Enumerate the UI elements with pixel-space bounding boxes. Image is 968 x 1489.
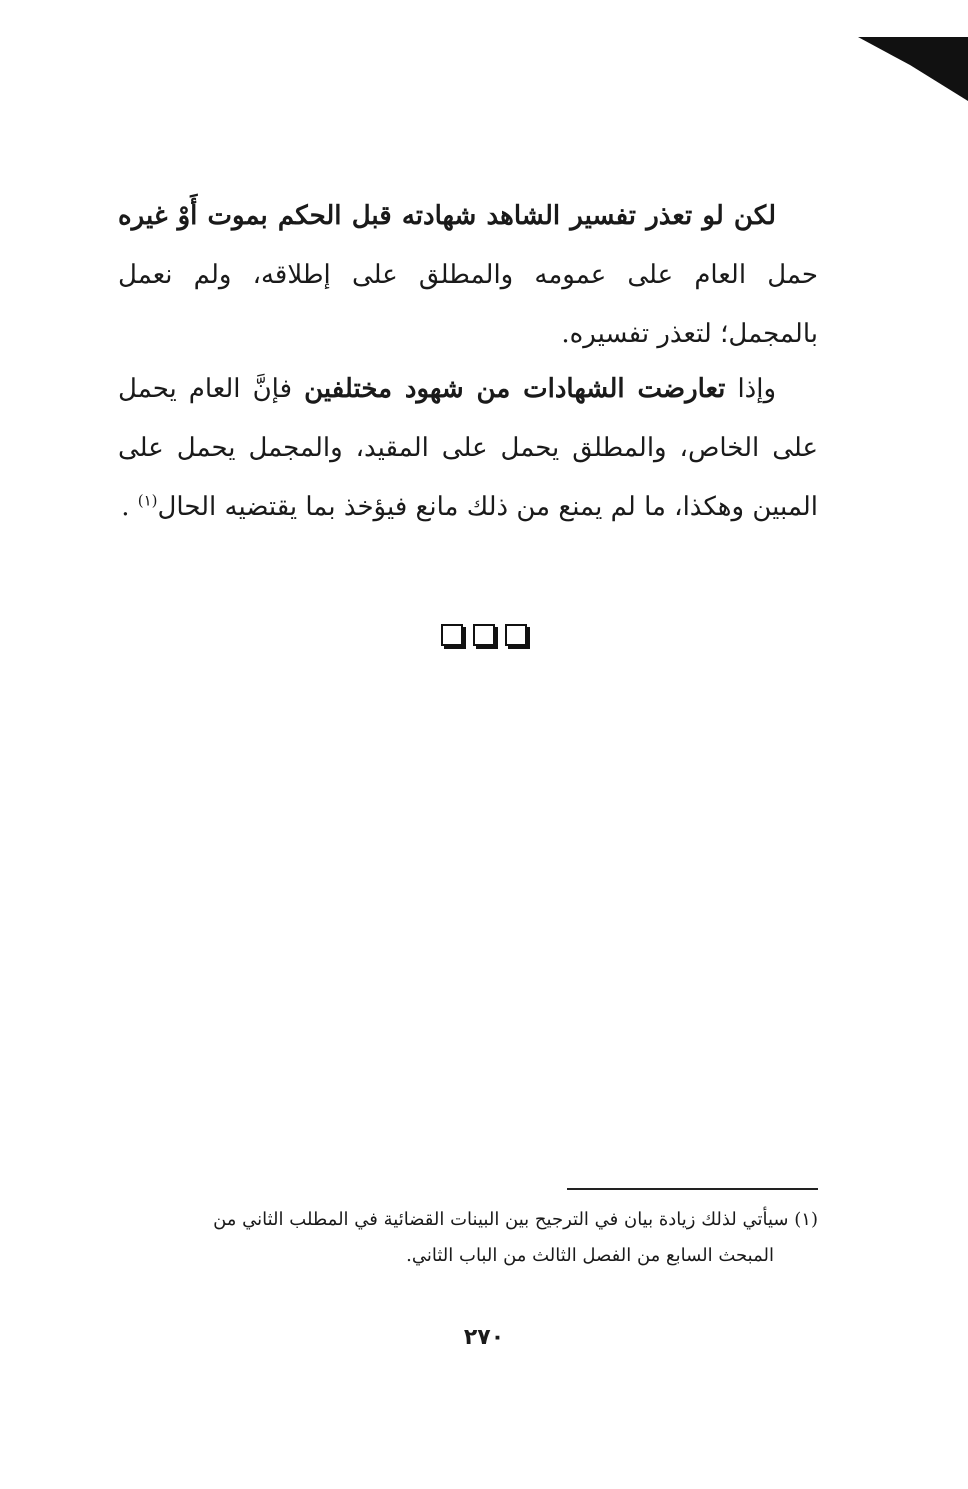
- paragraph-2-bold: تعارضت الشهادات من شهود مختلفين: [304, 374, 726, 404]
- paragraph-1: [118, 187, 818, 364]
- paragraph-2-lead: وإذا: [737, 374, 777, 404]
- page-number: ٢٧٠: [463, 1325, 505, 1350]
- section-divider: [0, 624, 968, 646]
- paragraph-2-end: .: [121, 492, 130, 522]
- footnote-line-2: المبحث السابع من الفصل الثالث من الباب الثاني.: [406, 1245, 774, 1266]
- footnote-text-1: سيأتي لذلك زيادة بيان في الترجيح بين البينات القضائية في المطلب الثاني من: [213, 1209, 789, 1230]
- footnote-number: (١): [794, 1209, 818, 1230]
- paragraph-2-text: فإنَّ العام يحمل على الخاص، والمطلق يحمل على المقيد، والمجمل يحمل على المبين وهكذا، ما لم يمنع من ذلك مانع فيؤخذ بما يقتضيه الحال: [118, 374, 818, 522]
- footnote-separator: [567, 1188, 818, 1190]
- paragraph-1-bold: لكن لو تعذر تفسير الشاهد شهادته قبل الحكم بموت أَوْ غيره: [118, 201, 776, 231]
- divider-square-icon: [473, 624, 495, 646]
- paragraph-1-text: حمل العام على عمومه والمطلق على إطلاقه، ولم نعمل بالمجمل؛ لتعذر تفسيره.: [118, 260, 818, 349]
- footnote-line-1: [118, 1202, 818, 1238]
- divider-square-icon: [441, 624, 463, 646]
- footnote-ref: (١): [137, 491, 158, 510]
- footnote: [118, 1202, 818, 1274]
- paragraph-2: [118, 360, 818, 537]
- divider-square-icon: [505, 624, 527, 646]
- corner-marker: [858, 37, 968, 101]
